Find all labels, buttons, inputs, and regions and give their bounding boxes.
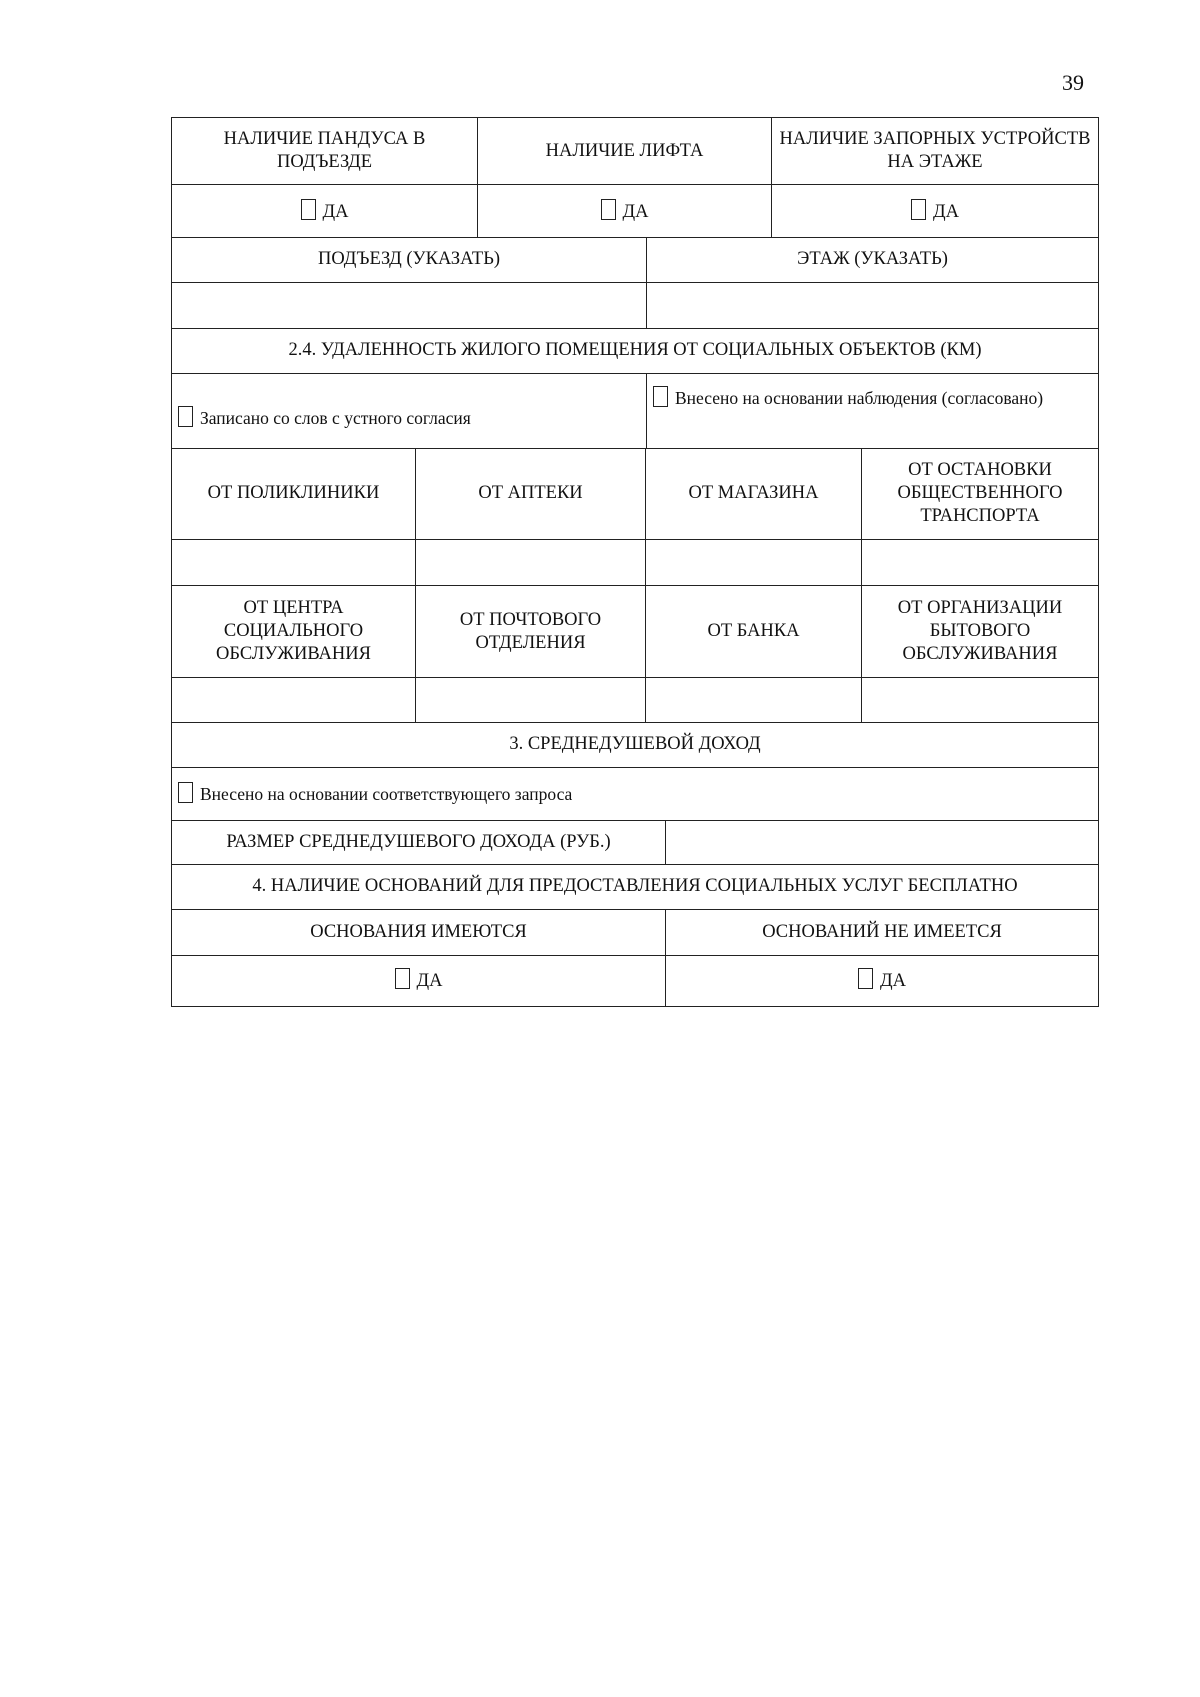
no-grounds-option[interactable]	[666, 955, 1099, 1006]
no-grounds-header: ОСНОВАНИЙ НЕ ИМЕЕТСЯ	[666, 909, 1099, 955]
distance-field[interactable]	[172, 678, 416, 723]
option-label: ДА	[322, 201, 349, 222]
floor-header: ЭТАЖ (УКАЗАТЬ)	[647, 238, 1099, 282]
entrance-header: ПОДЪЕЗД (УКАЗАТЬ)	[172, 238, 647, 282]
elevator-option[interactable]	[478, 185, 772, 238]
location-table	[171, 238, 1099, 449]
distance-header: ОТ ПОЧТОВОГО ОТДЕЛЕНИЯ	[416, 586, 646, 678]
distance-field[interactable]	[862, 540, 1099, 586]
checkbox[interactable]	[178, 782, 193, 803]
option-label: ДА	[622, 201, 649, 222]
locking-option[interactable]	[772, 185, 1099, 238]
distance-field[interactable]	[172, 540, 416, 586]
distance-header: ОТ ПОЛИКЛИНИКИ	[172, 449, 416, 540]
income-size-label: РАЗМЕР СРЕДНЕДУШЕВОГО ДОХОДА (РУБ.)	[172, 820, 666, 864]
checkbox[interactable]	[653, 386, 668, 407]
entrance-field[interactable]	[172, 282, 647, 328]
distance-header: ОТ БАНКА	[646, 586, 862, 678]
free-services-title: 4. НАЛИЧИЕ ОСНОВАНИЙ ДЛЯ ПРЕДОСТАВЛЕНИЯ СОЦИАЛЬНЫХ УСЛУГ БЕСПЛАТНО	[172, 864, 1099, 909]
distance-header: ОТ ОСТАНОВКИ ОБЩЕСТВЕННОГО ТРАНСПОРТА	[862, 449, 1099, 540]
option-label: ДА	[880, 971, 906, 991]
option-label: Записано со слов с устного согласия	[200, 407, 471, 428]
ramp-header: НАЛИЧИЕ ПАНДУСА В ПОДЪЕЗДЕ	[172, 118, 478, 185]
distance-table	[171, 449, 1099, 724]
option-label: ДА	[416, 971, 443, 991]
option-label: Внесено на основании наблюдения (согласовано)	[675, 387, 1044, 408]
ramp-option[interactable]	[172, 185, 478, 238]
option-label: ДА	[933, 201, 959, 222]
distance-header: ОТ МАГАЗИНА	[646, 449, 862, 540]
distance-title: 2.4. УДАЛЕННОСТЬ ЖИЛОГО ПОМЕЩЕНИЯ ОТ СОЦИАЛЬНЫХ ОБЪЕКТОВ (КМ)	[172, 328, 1099, 373]
observation-option[interactable]	[647, 373, 1099, 448]
checkbox[interactable]	[301, 199, 316, 220]
option-label: Внесено на основании соответствующего запроса	[200, 783, 573, 804]
checkbox[interactable]	[601, 199, 616, 220]
distance-header: ОТ ОРГАНИЗАЦИИ БЫТОВОГО ОБСЛУЖИВАНИЯ	[862, 586, 1099, 678]
income-table	[171, 723, 1099, 1007]
income-request-option[interactable]	[172, 767, 1099, 820]
checkbox[interactable]	[178, 406, 193, 427]
distance-field[interactable]	[862, 678, 1099, 723]
locking-devices-header: НАЛИЧИЕ ЗАПОРНЫХ УСТРОЙСТВ НА ЭТАЖЕ	[772, 118, 1099, 185]
floor-field[interactable]	[647, 282, 1099, 328]
distance-field[interactable]	[416, 540, 646, 586]
checkbox[interactable]	[395, 968, 410, 989]
checkbox[interactable]	[911, 199, 926, 220]
checkbox[interactable]	[858, 968, 873, 989]
distance-field[interactable]	[416, 678, 646, 723]
income-size-field[interactable]	[666, 820, 1099, 864]
distance-field[interactable]	[646, 678, 862, 723]
distance-header: ОТ ЦЕНТРА СОЦИАЛЬНОГО ОБСЛУЖИВАНИЯ	[172, 586, 416, 678]
page-number: 39	[1062, 70, 1084, 95]
access-table	[171, 117, 1099, 238]
distance-header: ОТ АПТЕКИ	[416, 449, 646, 540]
grounds-exist-header: ОСНОВАНИЯ ИМЕЮТСЯ	[172, 909, 666, 955]
social-form	[171, 117, 1098, 1007]
verbal-consent-option[interactable]	[172, 373, 647, 448]
grounds-exist-option[interactable]	[172, 955, 666, 1006]
distance-field[interactable]	[646, 540, 862, 586]
income-title: 3. СРЕДНЕДУШЕВОЙ ДОХОД	[172, 723, 1099, 767]
elevator-header: НАЛИЧИЕ ЛИФТА	[478, 118, 772, 185]
